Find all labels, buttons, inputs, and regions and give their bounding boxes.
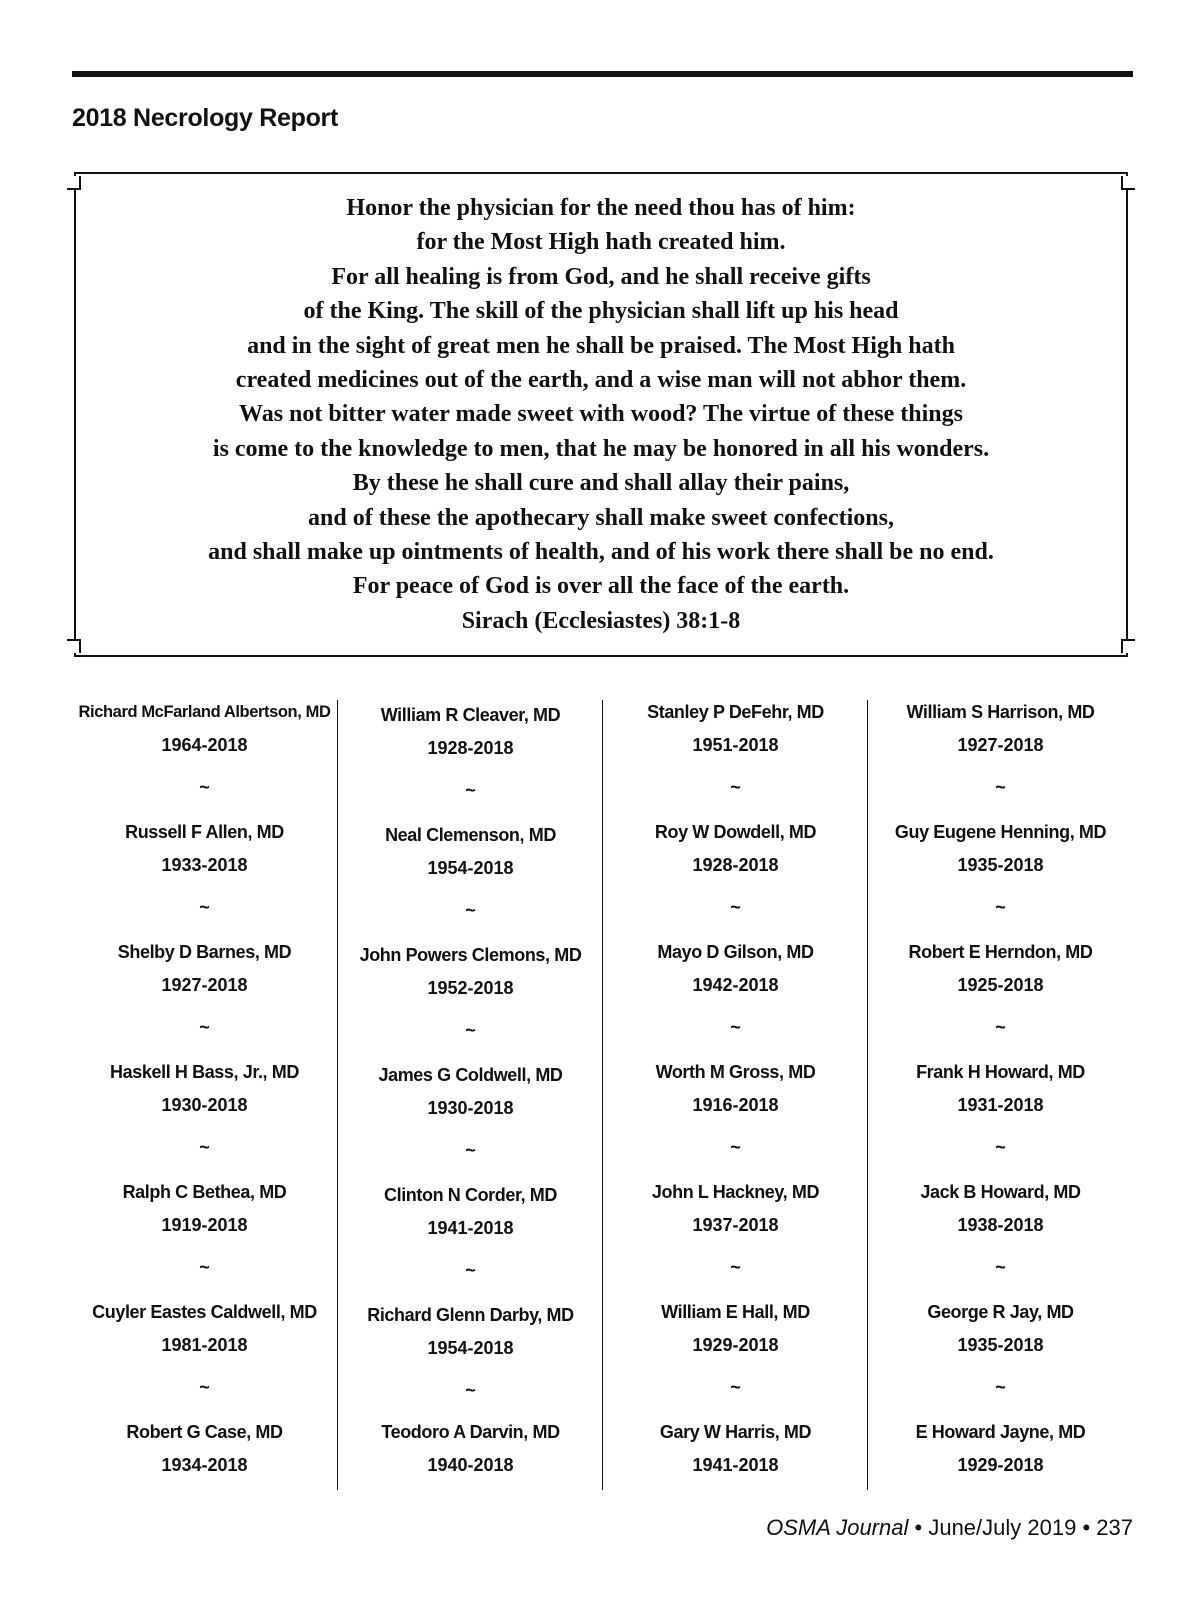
page-footer [766, 1515, 1133, 1541]
physician-name: William S Harrison, MD [906, 702, 1095, 722]
quote-line: and shall make up ointments of health, and of his work there shall be no end. [208, 539, 994, 566]
life-years: 1934-2018 [161, 1455, 248, 1475]
physician-name: Russell F Allen, MD [125, 822, 284, 842]
life-years: 1928-2018 [427, 738, 514, 758]
physician-name: William E Hall, MD [661, 1302, 810, 1322]
physician-name: Neal Clemenson, MD [385, 825, 556, 845]
life-years: 1925-2018 [957, 975, 1044, 995]
necrology-entry [72, 1180, 337, 1279]
life-years: 1919-2018 [161, 1215, 248, 1235]
life-years: 1942-2018 [692, 975, 779, 995]
life-years: 1954-2018 [427, 1338, 514, 1358]
tilde-separator: ~ [465, 1140, 476, 1160]
page-number: 237 [1096, 1515, 1133, 1540]
physician-name: Frank H Howard, MD [916, 1062, 1085, 1082]
necrology-entry [603, 1420, 868, 1477]
necrology-entry [603, 700, 868, 799]
quote-line: created medicines out of the earth, and a wise man will not abhor them. [235, 367, 967, 394]
tilde-separator: ~ [995, 1137, 1006, 1157]
physician-name: John Powers Clemons, MD [359, 945, 582, 965]
necrology-entry [338, 943, 603, 1042]
necrology-entry [72, 1300, 337, 1399]
necrology-entry [338, 703, 603, 802]
life-years: 1927-2018 [161, 975, 248, 995]
necrology-entry [72, 700, 337, 799]
life-years: 1954-2018 [427, 858, 514, 878]
life-years: 1964-2018 [161, 735, 248, 755]
life-years: 1941-2018 [427, 1218, 514, 1238]
physician-name: Richard Glenn Darby, MD [367, 1305, 574, 1325]
physician-name: James G Coldwell, MD [378, 1065, 563, 1085]
tilde-separator: ~ [199, 1377, 210, 1397]
necrology-entry [338, 823, 603, 922]
necrology-entry [72, 940, 337, 1039]
life-years: 1981-2018 [161, 1335, 248, 1355]
physician-name: Stanley P DeFehr, MD [647, 702, 824, 722]
physician-name: Haskell H Bass, Jr., MD [110, 1062, 299, 1082]
necrology-column [867, 700, 1133, 1490]
life-years: 1927-2018 [957, 735, 1044, 755]
necrology-columns [72, 700, 1133, 1490]
tilde-separator: ~ [995, 777, 1006, 797]
tilde-separator: ~ [730, 1137, 741, 1157]
ornament-corner [67, 176, 81, 190]
life-years: 1952-2018 [427, 978, 514, 998]
physician-name: Jack B Howard, MD [920, 1182, 1081, 1202]
tilde-separator: ~ [995, 1017, 1006, 1037]
tilde-separator: ~ [995, 1377, 1006, 1397]
necrology-entry [338, 1063, 603, 1162]
necrology-entry [72, 1420, 337, 1477]
tilde-separator: ~ [995, 1257, 1006, 1277]
necrology-entry [868, 1300, 1133, 1399]
quote-line: of the King. The skill of the physician shall lift up his head [303, 298, 899, 325]
necrology-column [337, 700, 603, 1490]
life-years: 1935-2018 [957, 855, 1044, 875]
necrology-entry [868, 1180, 1133, 1279]
life-years: 1929-2018 [692, 1335, 779, 1355]
physician-name: E Howard Jayne, MD [915, 1422, 1086, 1442]
journal-name: OSMA Journal [766, 1515, 909, 1540]
quote-line: By these he shall cure and shall allay their pains, [352, 470, 850, 497]
physician-name: Roy W Dowdell, MD [654, 822, 817, 842]
life-years: 1931-2018 [957, 1095, 1044, 1115]
ornament-corner [1121, 176, 1135, 190]
footer-bullet: • [914, 1515, 923, 1540]
tilde-separator: ~ [465, 1020, 476, 1040]
quote-line: is come to the knowledge to men, that he may be honored in all his wonders. [212, 435, 990, 462]
tilde-separator: ~ [199, 1017, 210, 1037]
quote-box [74, 172, 1128, 657]
physician-name: William R Cleaver, MD [380, 705, 561, 725]
tilde-separator: ~ [199, 777, 210, 797]
physician-name: John L Hackney, MD [651, 1182, 820, 1202]
quote-line: and of these the apothecary shall make sweet confections, [308, 504, 894, 531]
page-title: 2018 Necrology Report [72, 104, 339, 132]
quote-citation: Sirach (Ecclesiastes) 38:1-8 [461, 607, 741, 634]
ornament-corner [1121, 639, 1135, 653]
necrology-entry [603, 1060, 868, 1159]
physician-name: Teodoro A Darvin, MD [381, 1422, 560, 1442]
necrology-entry [338, 1183, 603, 1282]
physician-name: Worth M Gross, MD [655, 1062, 816, 1082]
quote-text [76, 191, 1126, 638]
tilde-separator: ~ [730, 1017, 741, 1037]
necrology-entry [868, 940, 1133, 1039]
issue-date: June/July 2019 [928, 1515, 1077, 1540]
quote-line: and in the sight of great men he shall be praised. The Most High hath [247, 332, 955, 359]
life-years: 1937-2018 [692, 1215, 779, 1235]
quote-line: Honor the physician for the need thou has of him: [346, 195, 856, 221]
life-years: 1916-2018 [692, 1095, 779, 1115]
life-years: 1930-2018 [427, 1098, 514, 1118]
tilde-separator: ~ [730, 897, 741, 917]
physician-name: Shelby D Barnes, MD [117, 942, 292, 962]
tilde-separator: ~ [465, 1260, 476, 1280]
necrology-entry [338, 1420, 603, 1477]
physician-name: Robert G Case, MD [126, 1422, 283, 1442]
necrology-entry [72, 820, 337, 919]
ornament-corner [67, 639, 81, 653]
tilde-separator: ~ [465, 780, 476, 800]
physician-name: Ralph C Bethea, MD [122, 1182, 287, 1202]
necrology-entry [603, 1300, 868, 1399]
tilde-separator: ~ [465, 900, 476, 920]
necrology-entry [603, 820, 868, 919]
necrology-entry [868, 1420, 1133, 1477]
life-years: 1940-2018 [427, 1455, 514, 1475]
tilde-separator: ~ [465, 1380, 476, 1400]
tilde-separator: ~ [730, 1257, 741, 1277]
tilde-separator: ~ [199, 1137, 210, 1157]
life-years: 1935-2018 [957, 1335, 1044, 1355]
physician-name: Clinton N Corder, MD [384, 1185, 557, 1205]
physician-name: George R Jay, MD [927, 1302, 1074, 1322]
tilde-separator: ~ [995, 897, 1006, 917]
physician-name: Mayo D Gilson, MD [657, 942, 814, 962]
physician-name: Cuyler Eastes Caldwell, MD [92, 1302, 317, 1322]
physician-name: Gary W Harris, MD [659, 1422, 812, 1442]
physician-name: Richard McFarland Albertson, MD [78, 703, 331, 721]
physician-name: Guy Eugene Henning, MD [894, 822, 1107, 842]
life-years: 1928-2018 [692, 855, 779, 875]
necrology-entry [868, 820, 1133, 919]
life-years: 1941-2018 [692, 1455, 779, 1475]
top-rule [72, 71, 1133, 77]
quote-line: For peace of God is over all the face of the earth. [352, 573, 850, 600]
necrology-entry [868, 700, 1133, 799]
life-years: 1951-2018 [692, 735, 779, 755]
necrology-entry [338, 1303, 603, 1402]
necrology-column [72, 700, 337, 1490]
life-years: 1938-2018 [957, 1215, 1044, 1235]
life-years: 1933-2018 [161, 855, 248, 875]
quote-line: For all healing is from God, and he shall receive gifts [331, 263, 871, 290]
necrology-entry [603, 940, 868, 1039]
necrology-entry [868, 1060, 1133, 1159]
necrology-column [602, 700, 868, 1490]
tilde-separator: ~ [730, 777, 741, 797]
necrology-entry [603, 1180, 868, 1279]
necrology-entry [72, 1060, 337, 1159]
tilde-separator: ~ [199, 897, 210, 917]
quote-line: for the Most High hath created him. [416, 229, 786, 256]
tilde-separator: ~ [730, 1377, 741, 1397]
physician-name: Robert E Herndon, MD [908, 942, 1093, 962]
tilde-separator: ~ [199, 1257, 210, 1277]
quote-line: Was not bitter water made sweet with wood? The virtue of these things [239, 401, 963, 428]
footer-bullet: • [1082, 1515, 1091, 1540]
life-years: 1930-2018 [161, 1095, 248, 1115]
life-years: 1929-2018 [957, 1455, 1044, 1475]
